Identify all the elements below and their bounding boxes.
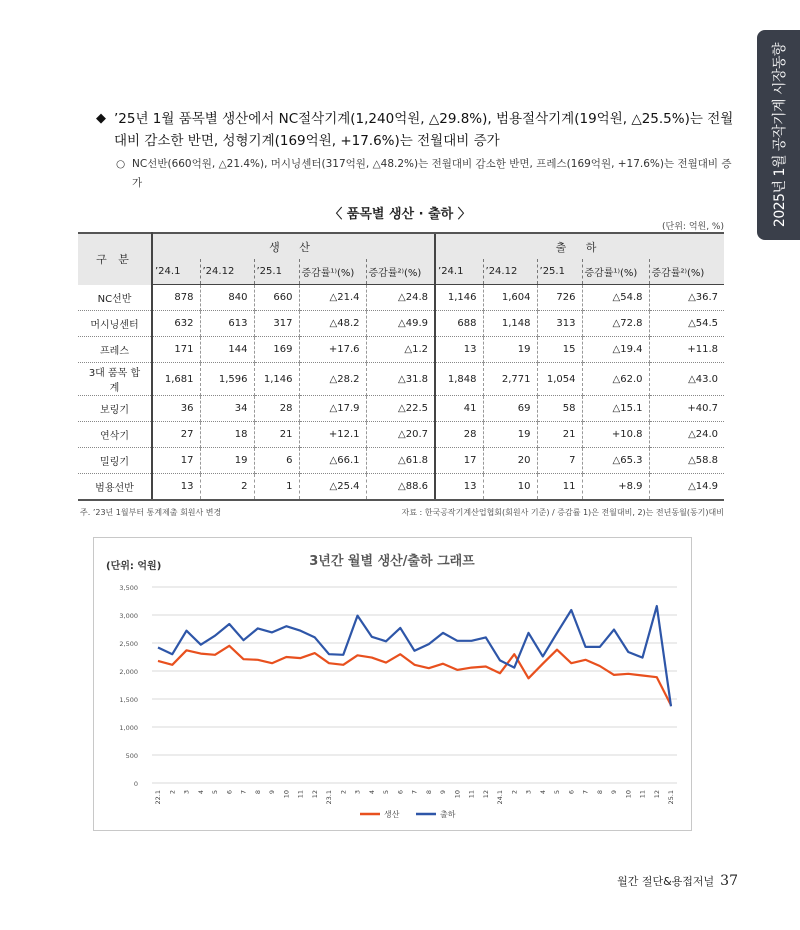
- column-header: ’25.1: [254, 259, 299, 285]
- table-cell: △36.7: [649, 285, 724, 311]
- column-header: ’24.12: [200, 259, 254, 285]
- side-tab-label: 2025년 1월 공작기계 시장동향: [771, 42, 788, 228]
- table-cell: 313: [537, 311, 582, 337]
- row-label: 보링기: [78, 396, 152, 422]
- table-cell: 17: [152, 448, 200, 474]
- x-tick-label: 3: [182, 790, 191, 795]
- table-cell: +40.7: [649, 396, 724, 422]
- x-tick-label: 11: [467, 790, 476, 799]
- x-tick-label: 7: [410, 790, 419, 795]
- table-cell: △72.8: [582, 311, 649, 337]
- table-cell: 15: [537, 337, 582, 363]
- table-cell: 28: [435, 422, 483, 448]
- table-cell: △24.0: [649, 422, 724, 448]
- table-cell: 27: [152, 422, 200, 448]
- sub-bullet-text: NC선반(660억원, △21.4%), 머시닝센터(317억원, △48.2%)는 전월대비 감소한 반면, 프레스(169억원, +17.6%)는 전월대비 증가: [132, 158, 732, 189]
- row-label: 연삭기: [78, 422, 152, 448]
- table-row: [78, 396, 724, 422]
- table-cell: 41: [435, 396, 483, 422]
- legend-label: 생산: [384, 810, 400, 819]
- table-cell: 840: [200, 285, 254, 311]
- main-bullet: [96, 108, 736, 152]
- x-tick-label: 2: [510, 790, 519, 795]
- x-tick-label: 5: [382, 790, 390, 795]
- table-cell: △14.9: [649, 474, 724, 501]
- x-tick-label: 4: [538, 790, 547, 795]
- table-cell: 726: [537, 285, 582, 311]
- table-cell: △48.2: [299, 311, 366, 337]
- table-cell: 19: [483, 337, 537, 363]
- table-cell: 1: [254, 474, 299, 501]
- chart-svg: [94, 538, 691, 830]
- table-cell: 688: [435, 311, 483, 337]
- page-footer: [617, 873, 738, 889]
- table-cell: 1,604: [483, 285, 537, 311]
- column-header: 증감률¹⁾(%): [299, 259, 366, 285]
- table-cell: △62.0: [582, 363, 649, 396]
- x-tick-label: 11: [638, 790, 647, 799]
- table-cell: 317: [254, 311, 299, 337]
- table-cell: 11: [537, 474, 582, 501]
- table-cell: 171: [152, 337, 200, 363]
- y-tick-label: 3,000: [119, 612, 138, 620]
- table-cell: 17: [435, 448, 483, 474]
- table-cell: △22.5: [366, 396, 435, 422]
- x-tick-label: 10: [453, 790, 462, 799]
- journal-name: 월간 절단&용접저널: [617, 875, 715, 888]
- column-header: ’24.12: [483, 259, 537, 285]
- table-row: [78, 311, 724, 337]
- y-tick-label: 1,000: [119, 724, 138, 732]
- y-tick-label: 2,500: [119, 640, 138, 648]
- table-cell: △20.7: [366, 422, 435, 448]
- table-cell: +12.1: [299, 422, 366, 448]
- group-shipment: 출 하: [435, 233, 724, 259]
- x-tick-label: 2: [168, 790, 177, 795]
- table-cell: 69: [483, 396, 537, 422]
- sub-bullet: [116, 155, 736, 193]
- table-cell: 2: [200, 474, 254, 501]
- table-cell: 7: [537, 448, 582, 474]
- y-tick-label: 2,000: [119, 668, 138, 676]
- table-cell: △61.8: [366, 448, 435, 474]
- row-header: 구 분: [78, 233, 152, 285]
- y-tick-label: 3,500: [119, 584, 138, 592]
- table-cell: △54.8: [582, 285, 649, 311]
- column-header: ’24.1: [152, 259, 200, 285]
- table-cell: △24.8: [366, 285, 435, 311]
- series-line-production: [158, 646, 671, 705]
- table-cell: △43.0: [649, 363, 724, 396]
- footnote-source: 자료 : 한국공작기계산업협회(회원사 기준) / 증감률 1)은 전월대비, 2)는 전년동월(동기)대비: [401, 508, 724, 517]
- y-tick-label: 0: [133, 780, 138, 788]
- y-tick-label: 1,500: [119, 696, 138, 704]
- table-cell: 1,596: [200, 363, 254, 396]
- table-cell: 34: [200, 396, 254, 422]
- table-row: [78, 363, 724, 396]
- table-cell: 21: [537, 422, 582, 448]
- table-row: [78, 448, 724, 474]
- table-unit: (단위: 억원, %): [662, 222, 724, 232]
- x-tick-label: 12: [481, 790, 490, 799]
- table-cell: 19: [200, 448, 254, 474]
- x-tick-label: 6: [225, 790, 234, 795]
- table-cell: 19: [483, 422, 537, 448]
- x-tick-label: 9: [268, 790, 276, 795]
- table-cell: 660: [254, 285, 299, 311]
- table-cell: 36: [152, 396, 200, 422]
- x-tick-label: 4: [367, 790, 376, 795]
- table-cell: △31.8: [366, 363, 435, 396]
- table-row: [78, 422, 724, 448]
- series-line-shipment: [158, 606, 671, 706]
- footnote-left: 주. ’23년 1월부터 통계제출 회원사 변경: [80, 508, 222, 517]
- x-tick-label: 10: [624, 790, 633, 799]
- x-tick-label: 7: [239, 790, 248, 795]
- row-label: 밀링기: [78, 448, 152, 474]
- x-tick-label: 5: [553, 790, 561, 795]
- table-cell: △88.6: [366, 474, 435, 501]
- x-tick-label: 22.1: [154, 790, 162, 805]
- table-cell: △28.2: [299, 363, 366, 396]
- x-tick-label: 7: [581, 790, 590, 795]
- table-cell: 1,146: [254, 363, 299, 396]
- x-tick-label: 6: [396, 790, 405, 795]
- x-tick-label: 9: [610, 790, 618, 795]
- production-shipment-table: [78, 232, 724, 501]
- table-cell: 878: [152, 285, 200, 311]
- table-cell: 1,848: [435, 363, 483, 396]
- table-cell: △1.2: [366, 337, 435, 363]
- x-tick-label: 8: [424, 790, 433, 795]
- x-tick-label: 9: [439, 790, 447, 795]
- table-cell: △17.9: [299, 396, 366, 422]
- group-production: 생 산: [152, 233, 435, 259]
- table-cell: △65.3: [582, 448, 649, 474]
- table-cell: △58.8: [649, 448, 724, 474]
- table-cell: 613: [200, 311, 254, 337]
- table-cell: 2,771: [483, 363, 537, 396]
- table-cell: 18: [200, 422, 254, 448]
- table-cell: 21: [254, 422, 299, 448]
- y-tick-label: 500: [125, 752, 138, 760]
- table-cell: 1,146: [435, 285, 483, 311]
- table-cell: 13: [152, 474, 200, 501]
- x-tick-label: 12: [652, 790, 661, 799]
- chart-title: 3년간 월별 생산/출하 그래프: [309, 554, 475, 569]
- table-cell: 58: [537, 396, 582, 422]
- x-tick-label: 24.1: [496, 790, 504, 805]
- x-tick-label: 6: [567, 790, 576, 795]
- row-label: 머시닝센터: [78, 311, 152, 337]
- circle-bullet-icon: ○: [116, 158, 126, 170]
- row-label: 3대 품목 합계: [78, 363, 152, 396]
- row-label: NC선반: [78, 285, 152, 311]
- x-tick-label: 25.1: [667, 790, 675, 805]
- x-tick-label: 3: [524, 790, 533, 795]
- column-header: 증감률²⁾(%): [649, 259, 724, 285]
- table-cell: +17.6: [299, 337, 366, 363]
- column-header: 증감률²⁾(%): [366, 259, 435, 285]
- column-header: ’24.1: [435, 259, 483, 285]
- table-cell: 632: [152, 311, 200, 337]
- table-cell: 28: [254, 396, 299, 422]
- x-tick-label: 2: [339, 790, 348, 795]
- x-tick-label: 3: [353, 790, 362, 795]
- table-cell: 144: [200, 337, 254, 363]
- table-cell: △54.5: [649, 311, 724, 337]
- table-title: 〈 품목별 생산 · 출하 〉: [329, 207, 471, 222]
- x-tick-label: 8: [253, 790, 262, 795]
- table-cell: +10.8: [582, 422, 649, 448]
- x-tick-label: 8: [595, 790, 604, 795]
- table-cell: 13: [435, 474, 483, 501]
- table-cell: 1,054: [537, 363, 582, 396]
- x-tick-label: 23.1: [325, 790, 333, 805]
- x-tick-label: 12: [310, 790, 319, 799]
- table-row: [78, 285, 724, 311]
- table-cell: 169: [254, 337, 299, 363]
- table-cell: △49.9: [366, 311, 435, 337]
- table-cell: 1,681: [152, 363, 200, 396]
- table-cell: +8.9: [582, 474, 649, 501]
- x-tick-label: 11: [296, 790, 305, 799]
- row-label: 프레스: [78, 337, 152, 363]
- table-cell: 20: [483, 448, 537, 474]
- legend-label: 출하: [440, 810, 456, 819]
- x-tick-label: 5: [211, 790, 219, 795]
- x-tick-label: 4: [196, 790, 205, 795]
- table-cell: △15.1: [582, 396, 649, 422]
- table-cell: △21.4: [299, 285, 366, 311]
- column-header: 증감률¹⁾(%): [582, 259, 649, 285]
- row-label: 범용선반: [78, 474, 152, 501]
- table-cell: △25.4: [299, 474, 366, 501]
- main-bullet-text: ’25년 1월 품목별 생산에서 NC절삭기계(1,240억원, △29.8%), 범용절삭기계(19억원, △25.5%)는 전월대비 감소한 반면, 성형기계(169억원, +17.6%)는 전월대비 증가: [114, 111, 734, 149]
- chart-unit-label: (단위: 억원): [106, 561, 162, 572]
- table-row: [78, 337, 724, 363]
- table-cell: 10: [483, 474, 537, 501]
- table-cell: 13: [435, 337, 483, 363]
- table-cell: 6: [254, 448, 299, 474]
- diamond-bullet-icon: ◆: [96, 111, 106, 126]
- table-cell: △66.1: [299, 448, 366, 474]
- line-chart: [93, 537, 692, 831]
- table-cell: △19.4: [582, 337, 649, 363]
- column-header: ’25.1: [537, 259, 582, 285]
- table-cell: 1,148: [483, 311, 537, 337]
- table-cell: +11.8: [649, 337, 724, 363]
- x-tick-label: 10: [282, 790, 291, 799]
- page-number: 37: [720, 873, 738, 889]
- table-row: [78, 474, 724, 501]
